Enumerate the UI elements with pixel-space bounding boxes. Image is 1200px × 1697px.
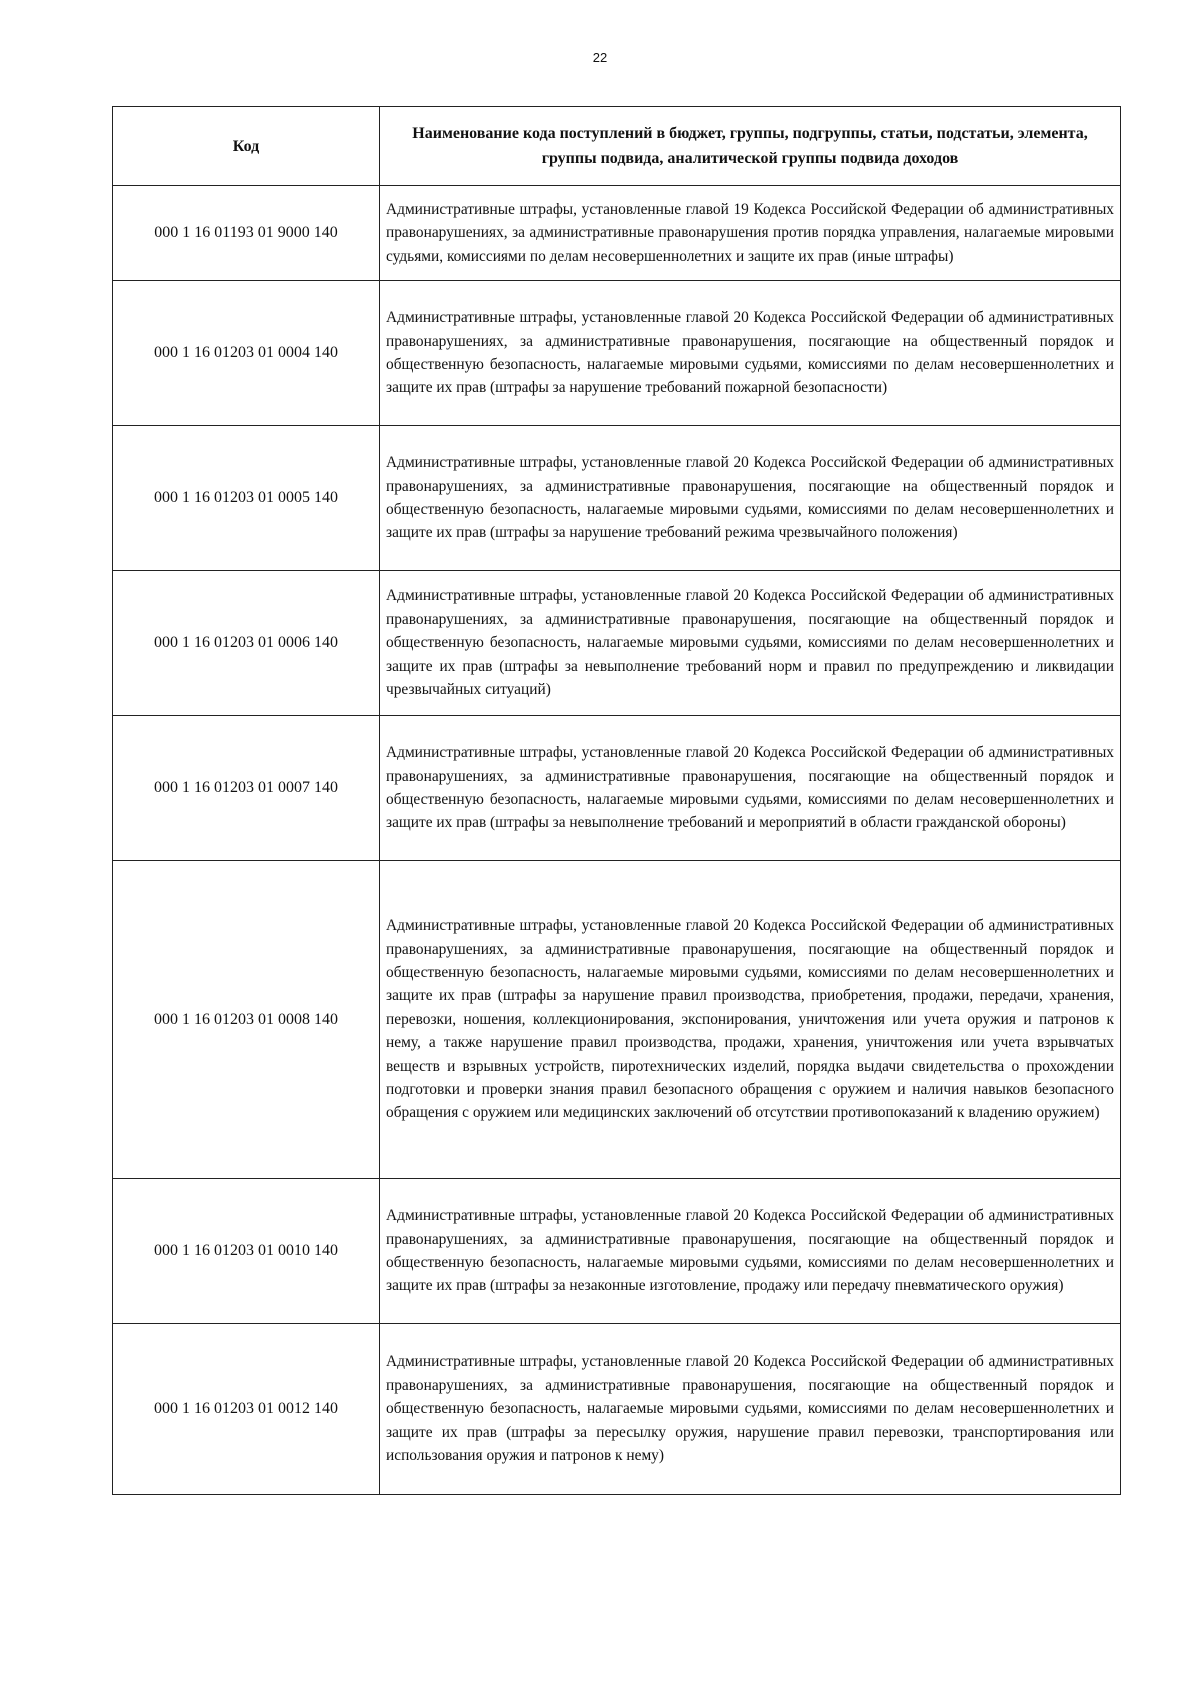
name-cell: Административные штрафы, установленные главой 20 Кодекса Российской Федерации об административных правонарушениях, за административные правонарушения, посягающие на общественный порядок и общественную безопасность, налагаемые мировыми судьями, комиссиями по делам несовершеннолетних и защите их прав (штрафы за нарушение требований режима чрезвычайного положения)	[380, 426, 1121, 571]
header-code: Код	[113, 107, 380, 186]
code-cell: 000 1 16 01203 01 0008 140	[113, 861, 380, 1179]
table-row	[113, 1324, 1121, 1495]
name-cell: Административные штрафы, установленные главой 20 Кодекса Российской Федерации об административных правонарушениях, за административные правонарушения, посягающие на общественный порядок и общественную безопасность, налагаемые мировыми судьями, комиссиями по делам несовершеннолетних и защите их прав (штрафы за пересылку оружия, нарушение правил перевозки, транспортирования или использования оружия и патронов к нему)	[380, 1324, 1121, 1495]
name-cell: Административные штрафы, установленные главой 19 Кодекса Российской Федерации об административных правонарушениях, за административные правонарушения против порядка управления, налагаемые мировыми судьями, комиссиями по делам несовершеннолетних и защите их прав (иные штрафы)	[380, 186, 1121, 281]
table-row	[113, 571, 1121, 716]
code-cell: 000 1 16 01203 01 0010 140	[113, 1179, 380, 1324]
name-cell: Административные штрафы, установленные главой 20 Кодекса Российской Федерации об административных правонарушениях, за административные правонарушения, посягающие на общественный порядок и общественную безопасность, налагаемые мировыми судьями, комиссиями по делам несовершеннолетних и защите их прав (штрафы за нарушение правил производства, приобретения, продажи, передачи, хранения, перевозки, ношения, коллекционирования, экспонирования, уничтожения или учета оружия и патронов к нему, а также нарушение правил производства, продажи, хранения, уничтожения или учета взрывчатых веществ и взрывных устройств, пиротехнических изделий, порядка выдачи свидетельства о прохождении подготовки и проверки знания правил безопасного обращения с оружием и наличия навыков безопасного обращения с оружием или медицинских заключений об отсутствии противопоказаний к владению оружием)	[380, 861, 1121, 1179]
table-row	[113, 1179, 1121, 1324]
name-cell: Административные штрафы, установленные главой 20 Кодекса Российской Федерации об административных правонарушениях, за административные правонарушения, посягающие на общественный порядок и общественную безопасность, налагаемые мировыми судьями, комиссиями по делам несовершеннолетних и защите их прав (штрафы за невыполнение требований норм и правил по предупреждению и ликвидации чрезвычайных ситуаций)	[380, 571, 1121, 716]
code-cell: 000 1 16 01203 01 0004 140	[113, 281, 380, 426]
table-row	[113, 861, 1121, 1179]
header-name: Наименование кода поступлений в бюджет, группы, подгруппы, статьи, подстатьи, элемента, группы подвида, аналитической группы подвида доходов	[380, 107, 1121, 186]
page-number: 22	[592, 50, 608, 65]
code-cell: 000 1 16 01203 01 0012 140	[113, 1324, 380, 1495]
table-row	[113, 186, 1121, 281]
table-row	[113, 716, 1121, 861]
table-row	[113, 426, 1121, 571]
name-cell: Административные штрафы, установленные главой 20 Кодекса Российской Федерации об административных правонарушениях, за административные правонарушения, посягающие на общественный порядок и общественную безопасность, налагаемые мировыми судьями, комиссиями по делам несовершеннолетних и защите их прав (штрафы за нарушение требований пожарной безопасности)	[380, 281, 1121, 426]
name-cell: Административные штрафы, установленные главой 20 Кодекса Российской Федерации об административных правонарушениях, за административные правонарушения, посягающие на общественный порядок и общественную безопасность, налагаемые мировыми судьями, комиссиями по делам несовершеннолетних и защите их прав (штрафы за невыполнение требований и мероприятий в области гражданской обороны)	[380, 716, 1121, 861]
code-cell: 000 1 16 01203 01 0005 140	[113, 426, 380, 571]
table-header-row	[113, 107, 1121, 186]
code-cell: 000 1 16 01203 01 0006 140	[113, 571, 380, 716]
revenue-codes-table	[112, 106, 1121, 1495]
name-cell: Административные штрафы, установленные главой 20 Кодекса Российской Федерации об административных правонарушениях, за административные правонарушения, посягающие на общественный порядок и общественную безопасность, налагаемые мировыми судьями, комиссиями по делам несовершеннолетних и защите их прав (штрафы за незаконные изготовление, продажу или передачу пневматического оружия)	[380, 1179, 1121, 1324]
code-cell: 000 1 16 01193 01 9000 140	[113, 186, 380, 281]
table-row	[113, 281, 1121, 426]
code-cell: 000 1 16 01203 01 0007 140	[113, 716, 380, 861]
